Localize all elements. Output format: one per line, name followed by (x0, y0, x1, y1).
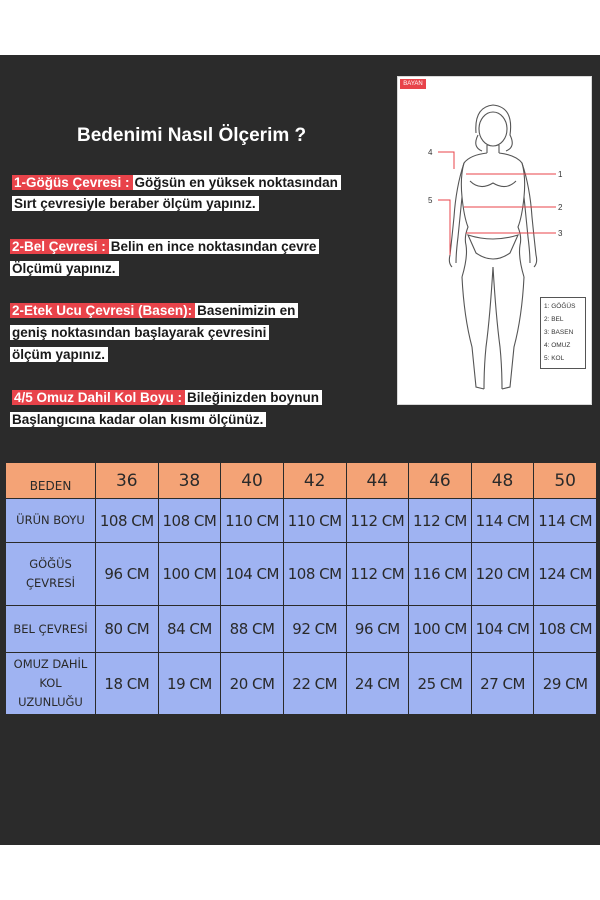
table-cell: 92 CM (283, 606, 346, 653)
figure-badge: BAYAN (400, 79, 426, 89)
table-cell: 104 CM (471, 606, 534, 653)
table-cell: 20 CM (221, 653, 284, 715)
marker-4: 4 (428, 148, 433, 157)
size-header: 42 (283, 463, 346, 499)
table-cell: 96 CM (346, 606, 409, 653)
waist-label: 2-Bel Çevresi : (10, 239, 109, 254)
chest-instruction-line-1 (12, 173, 341, 193)
chest-label: 1-Göğüs Çevresi : (12, 175, 133, 190)
sleeve-instruction-line-1 (12, 388, 322, 408)
marker-3: 3 (558, 229, 563, 238)
table-row (6, 499, 597, 543)
waist-instruction-line-1 (10, 237, 319, 257)
sleeve-label: 4/5 Omuz Dahil Kol Boyu : (12, 390, 185, 405)
table-cell: 108 CM (158, 499, 221, 543)
size-table (5, 462, 597, 715)
waist-text-1: Belin en ince noktasından çevre (109, 239, 320, 254)
table-row (6, 606, 597, 653)
row-label (6, 606, 96, 653)
hip-instruction-line-3 (10, 345, 108, 365)
table-cell: 24 CM (346, 653, 409, 715)
measurement-figure (397, 76, 592, 405)
size-header: 50 (534, 463, 597, 499)
size-header: 38 (158, 463, 221, 499)
table-cell: 84 CM (158, 606, 221, 653)
table-cell: 104 CM (221, 543, 284, 606)
table-cell: 88 CM (221, 606, 284, 653)
legend-item: 5: KOL (544, 355, 565, 362)
table-cell: 112 CM (346, 543, 409, 606)
table-cell: 108 CM (283, 543, 346, 606)
row-label-text: ÜRÜN BOYU (16, 513, 85, 527)
row-label (6, 543, 96, 606)
row-label (6, 499, 96, 543)
table-cell: 108 CM (534, 606, 597, 653)
table-cell: 29 CM (534, 653, 597, 715)
marker-1: 1 (558, 170, 563, 179)
row-label-text: GÖĞÜS (29, 557, 72, 571)
table-cell: 114 CM (534, 499, 597, 543)
header-label: BEDEN (6, 463, 96, 499)
table-cell: 27 CM (471, 653, 534, 715)
table-cell: 25 CM (409, 653, 472, 715)
table-cell: 22 CM (283, 653, 346, 715)
table-cell: 110 CM (221, 499, 284, 543)
row-label-text: KOL UZUNLUĞU (18, 676, 83, 709)
table-cell: 110 CM (283, 499, 346, 543)
table-cell: 18 CM (96, 653, 159, 715)
sleeve-text-2: Başlangıcına kadar olan kısmı ölçünüz. (10, 412, 266, 427)
waist-text-2: Ölçümü yapınız. (10, 261, 119, 276)
table-cell: 108 CM (96, 499, 159, 543)
row-label (6, 653, 96, 715)
marker-5: 5 (428, 196, 433, 205)
size-header: 46 (409, 463, 472, 499)
page-title: Bedenimi Nasıl Ölçerim ? (77, 125, 307, 146)
hip-text-2: geniş noktasından başlayarak çevresini (10, 325, 269, 340)
row-label-text: ÇEVRESİ (25, 576, 76, 590)
size-header: 44 (346, 463, 409, 499)
chest-text-2: Sırt çevresiyle beraber ölçüm yapınız. (12, 196, 259, 211)
table-header-row (6, 463, 597, 499)
table-cell: 116 CM (409, 543, 472, 606)
table-cell: 124 CM (534, 543, 597, 606)
size-header: 48 (471, 463, 534, 499)
sleeve-text-1: Bileğinizden boynun (185, 390, 322, 405)
marker-2: 2 (558, 203, 563, 212)
table-cell: 112 CM (346, 499, 409, 543)
table-row (6, 543, 597, 606)
hip-instruction-line-1 (10, 301, 298, 321)
table-cell: 100 CM (158, 543, 221, 606)
legend-item: 1: GÖĞÜS (544, 303, 576, 310)
legend-item: 3: BASEN (544, 329, 574, 336)
legend-item: 2: BEL (544, 316, 564, 323)
row-label-text: BEL ÇEVRESİ (13, 621, 88, 636)
hip-text-1: Basenimizin en (195, 303, 298, 318)
hip-instruction-line-2 (10, 323, 269, 343)
size-header: 40 (221, 463, 284, 499)
row-label-text: OMUZ DAHİL (13, 657, 88, 671)
table-cell: 96 CM (96, 543, 159, 606)
chest-instruction-line-2 (12, 194, 259, 214)
table-cell: 120 CM (471, 543, 534, 606)
table-cell: 112 CM (409, 499, 472, 543)
waist-instruction-line-2 (10, 259, 119, 279)
table-cell: 114 CM (471, 499, 534, 543)
chest-text-1: Göğsün en yüksek noktasından (133, 175, 341, 190)
figure-legend (540, 297, 586, 369)
table-cell: 19 CM (158, 653, 221, 715)
table-cell: 80 CM (96, 606, 159, 653)
table-row (6, 653, 597, 715)
table-cell: 100 CM (409, 606, 472, 653)
sleeve-instruction-line-2 (10, 410, 266, 430)
hip-label: 2-Etek Ucu Çevresi (Basen): (10, 303, 195, 318)
legend-item: 4: OMUZ (544, 342, 571, 349)
size-header: 36 (96, 463, 159, 499)
hip-text-3: ölçüm yapınız. (10, 347, 108, 362)
